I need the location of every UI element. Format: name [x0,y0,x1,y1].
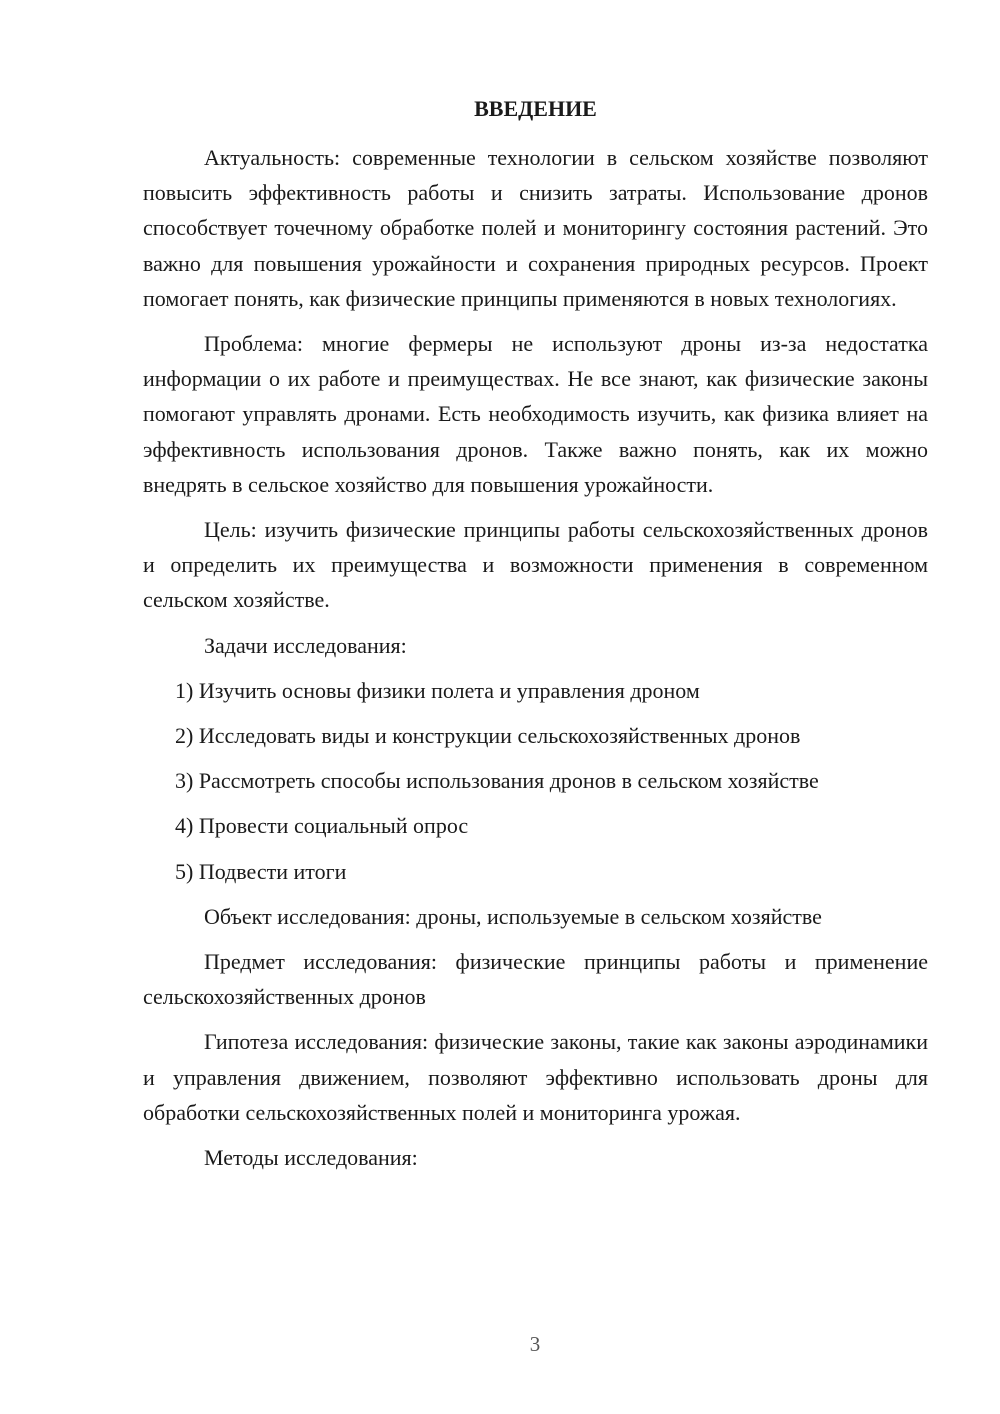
problem-paragraph: Проблема: многие фермеры не используют дроны из-за недостатка информации о их работе и преимуществах. Не все знают, как физические законы помогают управлять дронами. Есть необходимость изучить, как физика влияет на эффективность использования дронов. Также важно понять, как их можно внедрять в сельское хозяйство для повышения урожайности. [143,331,928,497]
page-title: ВВЕДЕНИЕ [474,96,597,121]
tasks-heading: Задачи исследования: [204,632,407,658]
task-item: 1) Изучить основы физики полета и управления дроном [175,677,700,703]
subject-paragraph: Предмет исследования: физические принципы работы и применение сельскохозяйственных дронов [143,949,928,1010]
task-item: 4) Провести социальный опрос [175,813,469,839]
task-item: 5) Подвести итоги [175,858,347,884]
object-paragraph: Объект исследования: дроны, используемые в сельском хозяйстве [204,903,822,929]
page-number: 3 [529,1332,541,1356]
goal-paragraph: Цель: изучить физические принципы работы сельскохозяйственных дронов и определить их преимущества и возможности применения в современном сельском хозяйстве. [143,517,928,613]
tasks-list [143,673,928,889]
document-page [143,90,928,1185]
relevance-paragraph: Актуальность: современные технологии в сельском хозяйстве позволяют повысить эффективность работы и снизить затраты. Использование дронов способствует точечному обработке полей и мониторингу состояния растений. Это важно для повышения урожайности и сохранения природных ресурсов. Проект помогает понять, как физические принципы применяются в новых технологиях. [143,145,928,311]
task-item: 2) Исследовать виды и конструкции сельскохозяйственных дронов [175,723,801,749]
hypothesis-paragraph: Гипотеза исследования: физические законы, такие как законы аэродинамики и управления движением, позволяют эффективно использовать дроны для обработки сельскохозяйственных полей и мониторинга урожая. [143,1029,928,1125]
methods-heading: Методы исследования: [204,1145,418,1171]
task-item: 3) Рассмотреть способы использования дронов в сельском хозяйстве [175,768,819,794]
